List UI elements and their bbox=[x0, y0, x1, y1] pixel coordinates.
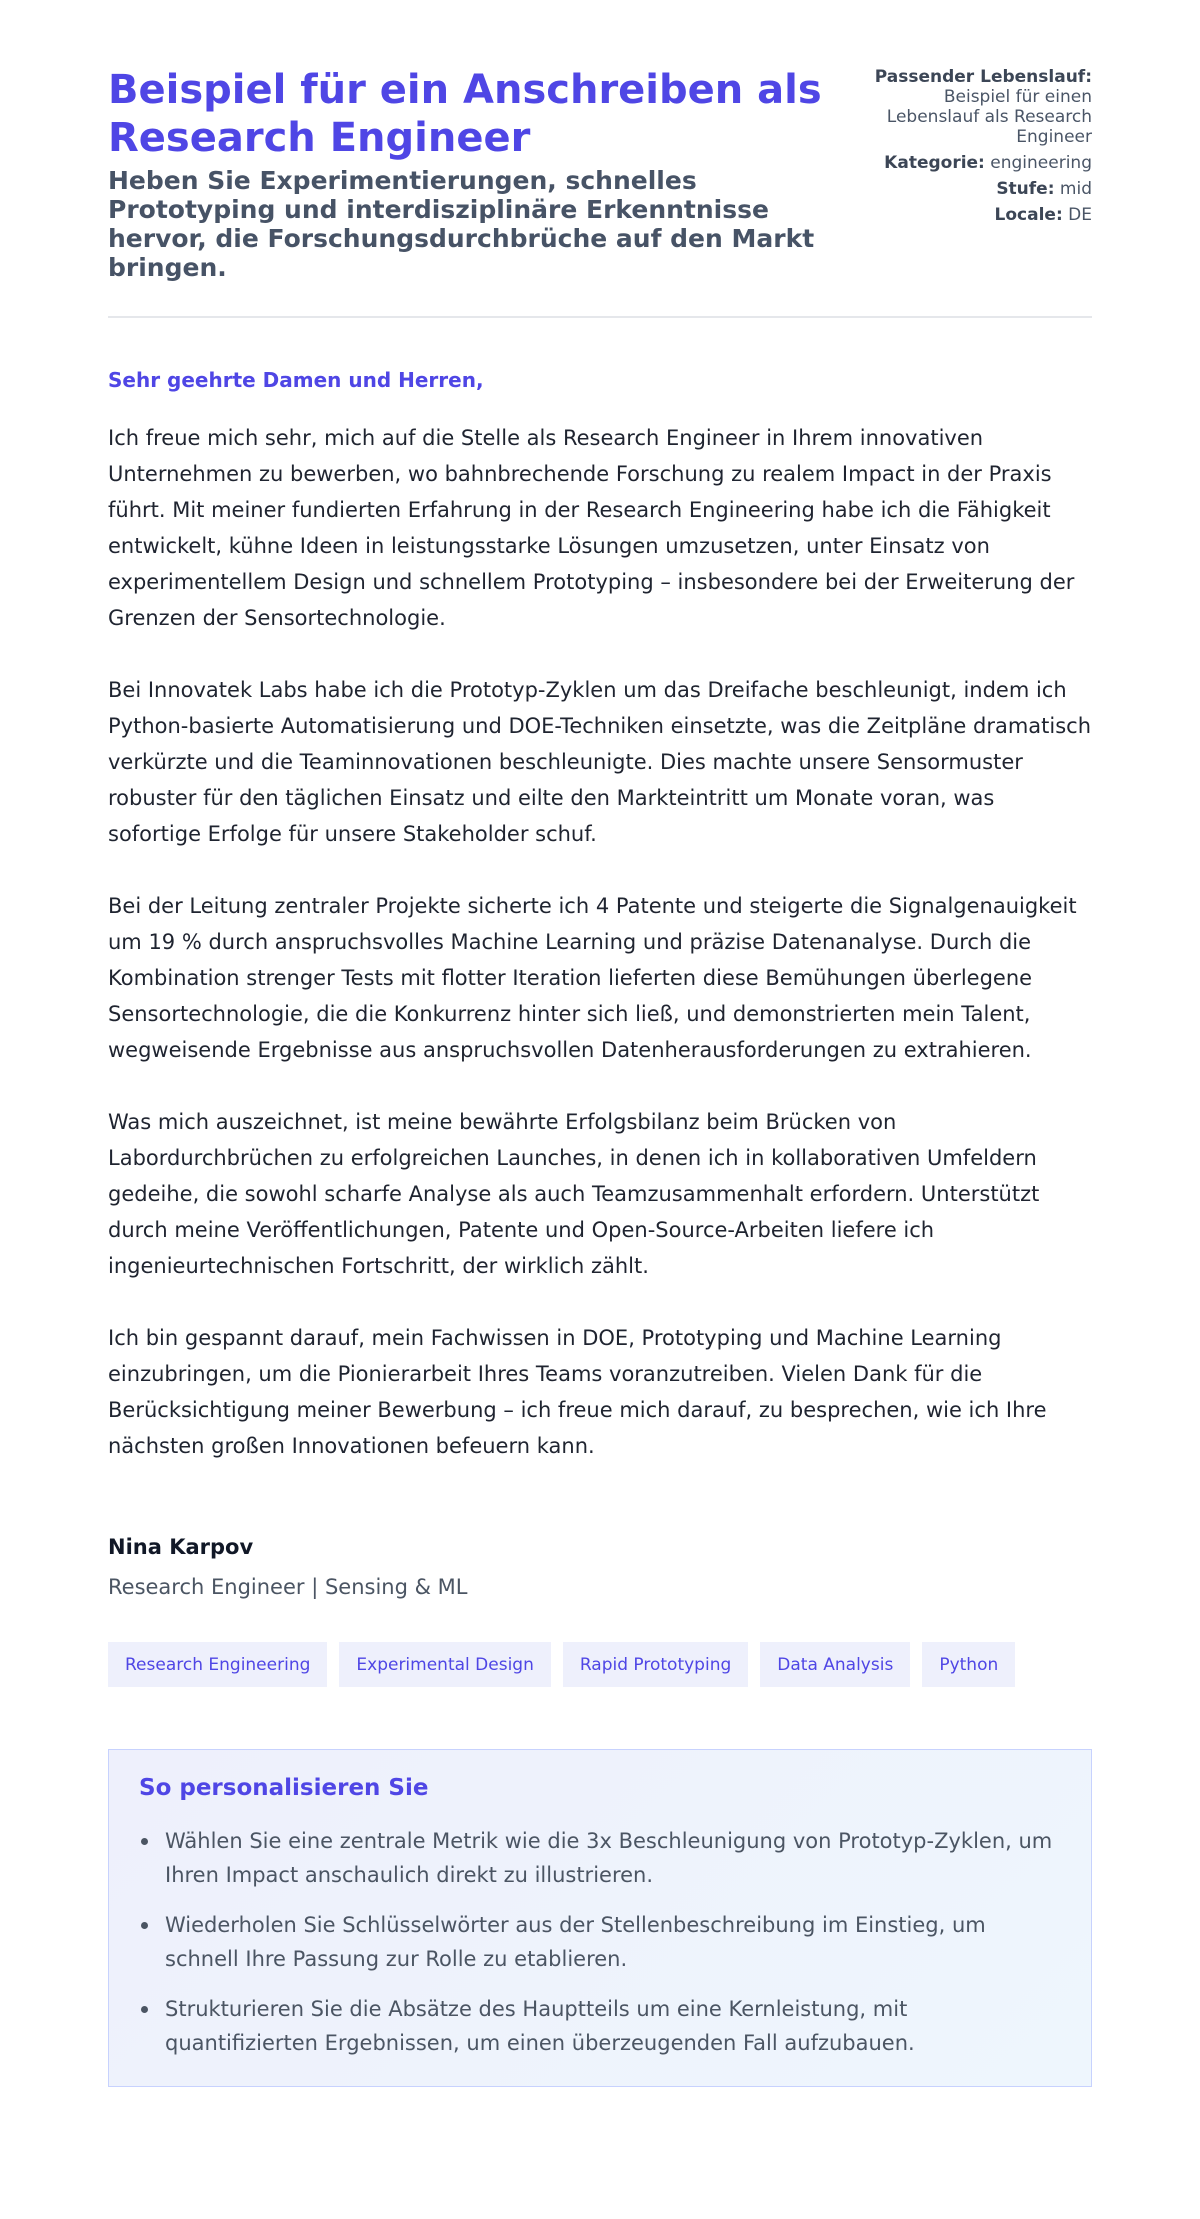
page-subtitle: Heben Sie Experimentierungen, schnelles Prototyping und interdisziplinäre Erkenntnisse hervor, die Forschungsdurchbrüche auf den Markt bringen. bbox=[108, 166, 815, 282]
letter-body bbox=[108, 420, 1092, 1464]
meta-panel bbox=[862, 66, 1092, 231]
tip-text: Wählen Sie eine zentrale Metrik wie die 3x Beschleunigung von Prototyp-Zyklen, um Ihren Impact anschaulich direkt zu illustrieren. bbox=[165, 1829, 1053, 1887]
skill-tags bbox=[108, 1642, 1092, 1687]
meta-locale bbox=[862, 205, 1092, 225]
skill-tag[interactable]: Python bbox=[922, 1642, 1015, 1687]
tip-text: Strukturieren Sie die Absätze des Hauptteils um eine Kernleistung, mit quantifizierten Ergebnissen, um einen überzeugenden Fall aufzubauen. bbox=[165, 1997, 915, 2055]
letter-salutation: Sehr geehrte Damen und Herren, bbox=[108, 368, 484, 392]
bullet-dot-icon bbox=[141, 2006, 148, 2013]
meta-locale-value: DE bbox=[1068, 205, 1092, 225]
tip-item bbox=[165, 1824, 1061, 1892]
letter-paragraph: Ich freue mich sehr, mich auf die Stelle als Research Engineer in Ihrem innovativen Unternehmen zu bewerben, wo bahnbrechende Forschung zu realem Impact in der Praxis führt. Mit meiner fundierten Erfahrung in der Research Engineering habe ich die Fähigkeit entwickelt, kühne Ideen in leistungsstarke Lösungen umzusetzen, unter Einsatz von experimentellem Design und schnellem Prototyping – insbesondere bei der Erweiterung der Grenzen der Sensortechnologie. bbox=[108, 426, 1075, 630]
meta-resume-value[interactable]: Beispiel für einen Lebenslauf als Research Engineer bbox=[886, 87, 1092, 147]
skill-tag[interactable]: Research Engineering bbox=[108, 1642, 327, 1687]
tips-title: So personalisieren Sie bbox=[139, 1775, 429, 1801]
skill-tag[interactable]: Rapid Prototyping bbox=[563, 1642, 748, 1687]
signature-role: Research Engineer | Sensing & ML bbox=[108, 1575, 468, 1599]
meta-level-label: Stufe: bbox=[996, 179, 1055, 199]
page-header bbox=[108, 0, 1092, 282]
meta-category bbox=[862, 153, 1092, 173]
signature-name: Nina Karpov bbox=[108, 1535, 254, 1559]
letter-paragraph: Was mich auszeichnet, ist meine bewährte Erfolgsbilanz beim Brücken von Labordurchbrüchen zu erfolgreichen Launches, in denen ich in kollaborativen Umfeldern gedeihe, die sowohl scharfe Analyse als auch Teamzusammenhalt erfordern. Unterstützt durch meine Veröffentlichungen, Patente und Open-Source-Arbeiten liefere ich ingenieurtechnischen Fortschritt, der wirklich zählt. bbox=[108, 1110, 1040, 1278]
meta-locale-label: Locale: bbox=[994, 205, 1063, 225]
page-title: Beispiel für ein Anschreiben als Research Engineer bbox=[108, 67, 822, 161]
meta-level bbox=[862, 179, 1092, 199]
tip-item bbox=[165, 1908, 1061, 1976]
meta-resume bbox=[862, 67, 1092, 147]
header-titles bbox=[108, 66, 848, 282]
bullet-dot-icon bbox=[141, 1838, 148, 1845]
skill-tag[interactable]: Experimental Design bbox=[339, 1642, 550, 1687]
meta-category-value: engineering bbox=[990, 153, 1092, 173]
meta-level-value: mid bbox=[1059, 179, 1092, 199]
skill-tag[interactable]: Data Analysis bbox=[760, 1642, 910, 1687]
letter-paragraph: Ich bin gespannt darauf, mein Fachwissen in DOE, Prototyping und Machine Learning einzubringen, um die Pionierarbeit Ihres Teams voranzutreiben. Vielen Dank für die Berücksichtigung meiner Bewerbung – ich freue mich darauf, zu besprechen, wie ich Ihre nächsten großen Innovationen befeuern kann. bbox=[108, 1326, 1047, 1458]
letter-paragraph: Bei der Leitung zentraler Projekte sicherte ich 4 Patente und steigerte die Signalgenauigkeit um 19 % durch anspruchsvolles Machine Learning und präzise Datenanalyse. Durch die Kombination strenger Tests mit flotter Iteration lieferten diese Bemühungen überlegene Sensortechnologie, die die Konkurrenz hinter sich ließ, und demonstrierten mein Talent, wegweisende Ergebnisse aus anspruchsvollen Datenherausforderungen zu extrahieren. bbox=[108, 894, 1077, 1062]
letter-paragraph: Bei Innovatek Labs habe ich die Prototyp-Zyklen um das Dreifache beschleunigt, indem ich Python-basierte Automatisierung und DOE-Techniken einsetzte, was die Zeitpläne dramatisch verkürzte und die Teaminnovationen beschleunigte. Dies machte unsere Sensormuster robuster für den täglichen Einsatz und eilte den Markteintritt um Monate voran, was sofortige Erfolge für unsere Stakeholder schuf. bbox=[108, 678, 1092, 846]
meta-category-label: Kategorie: bbox=[884, 153, 985, 173]
personalization-tips-box bbox=[108, 1749, 1092, 2087]
tips-list bbox=[139, 1824, 1061, 2060]
tip-text: Wiederholen Sie Schlüsselwörter aus der Stellenbeschreibung im Einstieg, um schnell Ihre Passung zur Rolle zu etablieren. bbox=[165, 1913, 986, 1971]
meta-resume-label: Passender Lebenslauf: bbox=[874, 67, 1092, 87]
header-divider bbox=[108, 316, 1092, 318]
bullet-dot-icon bbox=[141, 1922, 148, 1929]
tip-item bbox=[165, 1992, 1061, 2060]
